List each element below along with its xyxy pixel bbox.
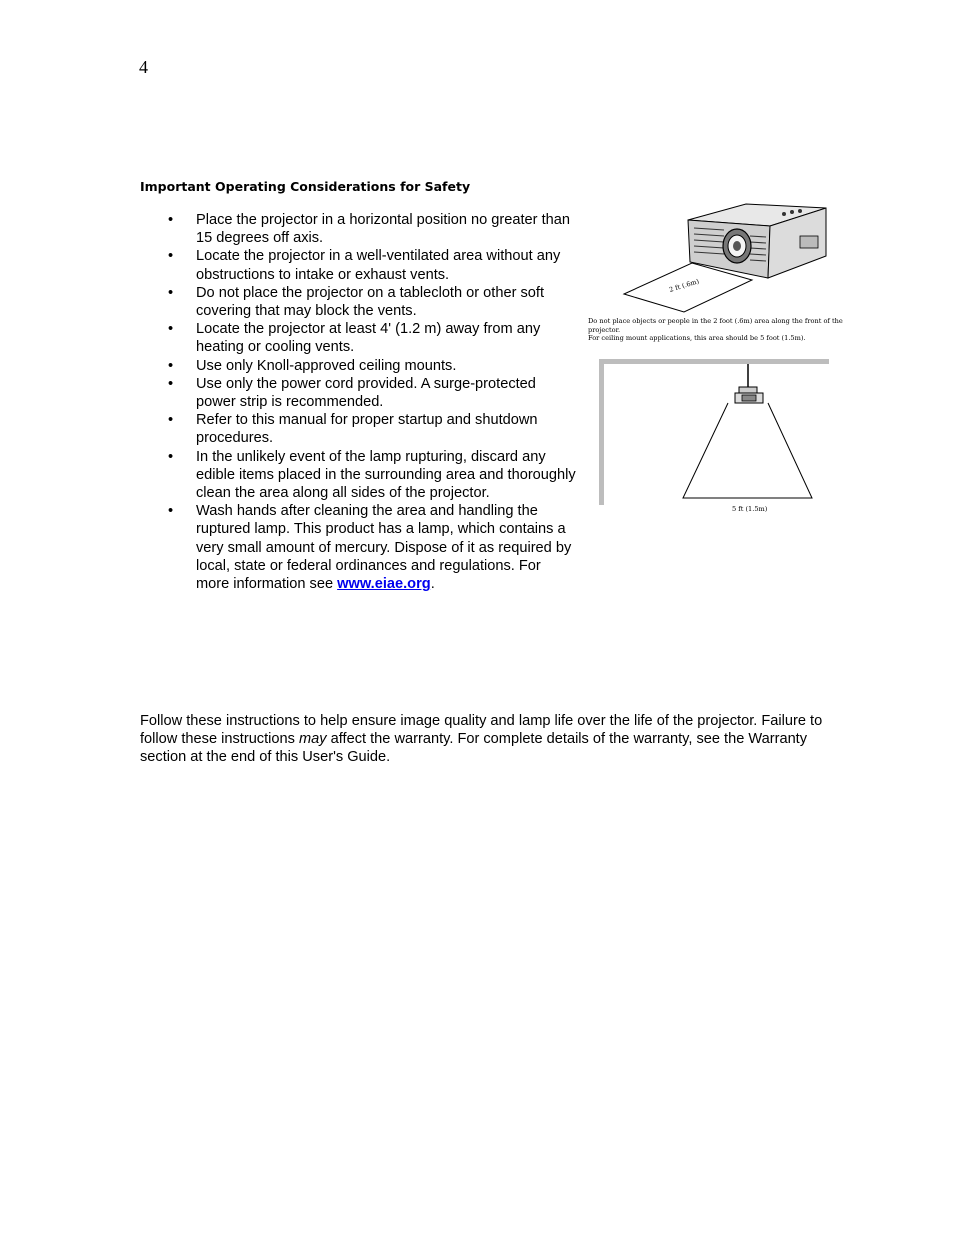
bullet-end: . [430,576,435,593]
bullet-marker: • [168,412,174,429]
safety-bullet-list [166,211,576,593]
bullet-item [166,502,576,593]
ceiling-mount-figure [596,357,832,517]
bullet-marker: • [168,284,174,301]
bullet-text: Use only the power cord provided. A surge-protected power strip is recommended. [196,375,536,411]
bullet-text: Use only Knoll-approved ceiling mounts. [196,357,457,374]
bullet-text: Do not place the projector on a tablecloth or other soft covering that may block the vents. [196,284,545,320]
paragraph-part2: affect the warranty. For complete details of the warranty, see the Warranty section at the end of this User's Guide. [140,731,808,766]
bullet-marker: • [168,503,174,520]
eiae-link[interactable]: www.eiae.org [337,576,431,593]
bullet-text: In the unlikely event of the lamp rupturing, discard any edible items placed in the surrounding area and thoroughly clean the area along all sides of the projector. [196,448,576,502]
section-heading: Important Operating Considerations for Safety [140,179,471,194]
page-number: 4 [139,57,148,77]
bullet-text: Refer to this manual for proper startup and shutdown procedures. [196,412,538,447]
bullet-item [166,411,576,447]
bullet-text: Locate the projector in a well-ventilated area without any obstructions to intake or exhaust vents. [196,248,561,283]
bullet-marker: • [168,448,174,465]
figure1-caption-line1: Do not place objects or people in the 2 foot (.6m) area along the front of the projector. [588,317,843,334]
paragraph-part1: Follow these instructions to help ensure image quality and lamp life over the life of the projector. Failure to follow these instructions [140,713,823,748]
bullet-item [166,320,576,356]
projector-icon [688,204,826,278]
clearance-distance-label: 2 ft (.6m) [668,277,700,294]
figure1-caption-line2: For ceiling mount applications, this area should be 5 foot (1.5m). [588,334,806,342]
bullet-marker: • [168,248,174,265]
bullet-item [166,448,576,503]
mounted-projector-icon [735,387,763,403]
ceiling-bar [599,359,829,364]
bullet-text: Wash hands after cleaning the area and handling the ruptured lamp. This product has a lamp, which contains a very small amount of mercury. Dispose of it as required by local, state or federal ordinances and regulations. For more information see [196,503,572,593]
bullet-marker: • [168,321,174,338]
projector-clearance-figure [586,196,858,341]
ceiling-distance-label: 5 ft (1.5m) [732,505,768,513]
bullet-item [166,247,576,283]
projector-drawing [586,196,858,316]
bullet-text: Place the projector in a horizontal position no greater than 15 degrees off axis. [196,212,570,247]
bullet-item [166,211,576,247]
bullet-marker: • [168,375,174,392]
bullet-text: Locate the projector at least 4' (1.2 m) away from any heating or cooling vents. [196,321,541,356]
paragraph-emphasis: may [299,731,327,748]
bullet-item [166,357,576,375]
bullet-marker: • [168,357,174,374]
bullet-item [166,375,576,411]
bullet-item [166,284,576,320]
wall-bar [599,359,604,505]
projection-cone [683,403,812,498]
warranty-paragraph [140,712,830,767]
ceiling-mount-drawing [596,357,832,505]
bullet-marker: • [168,212,174,228]
